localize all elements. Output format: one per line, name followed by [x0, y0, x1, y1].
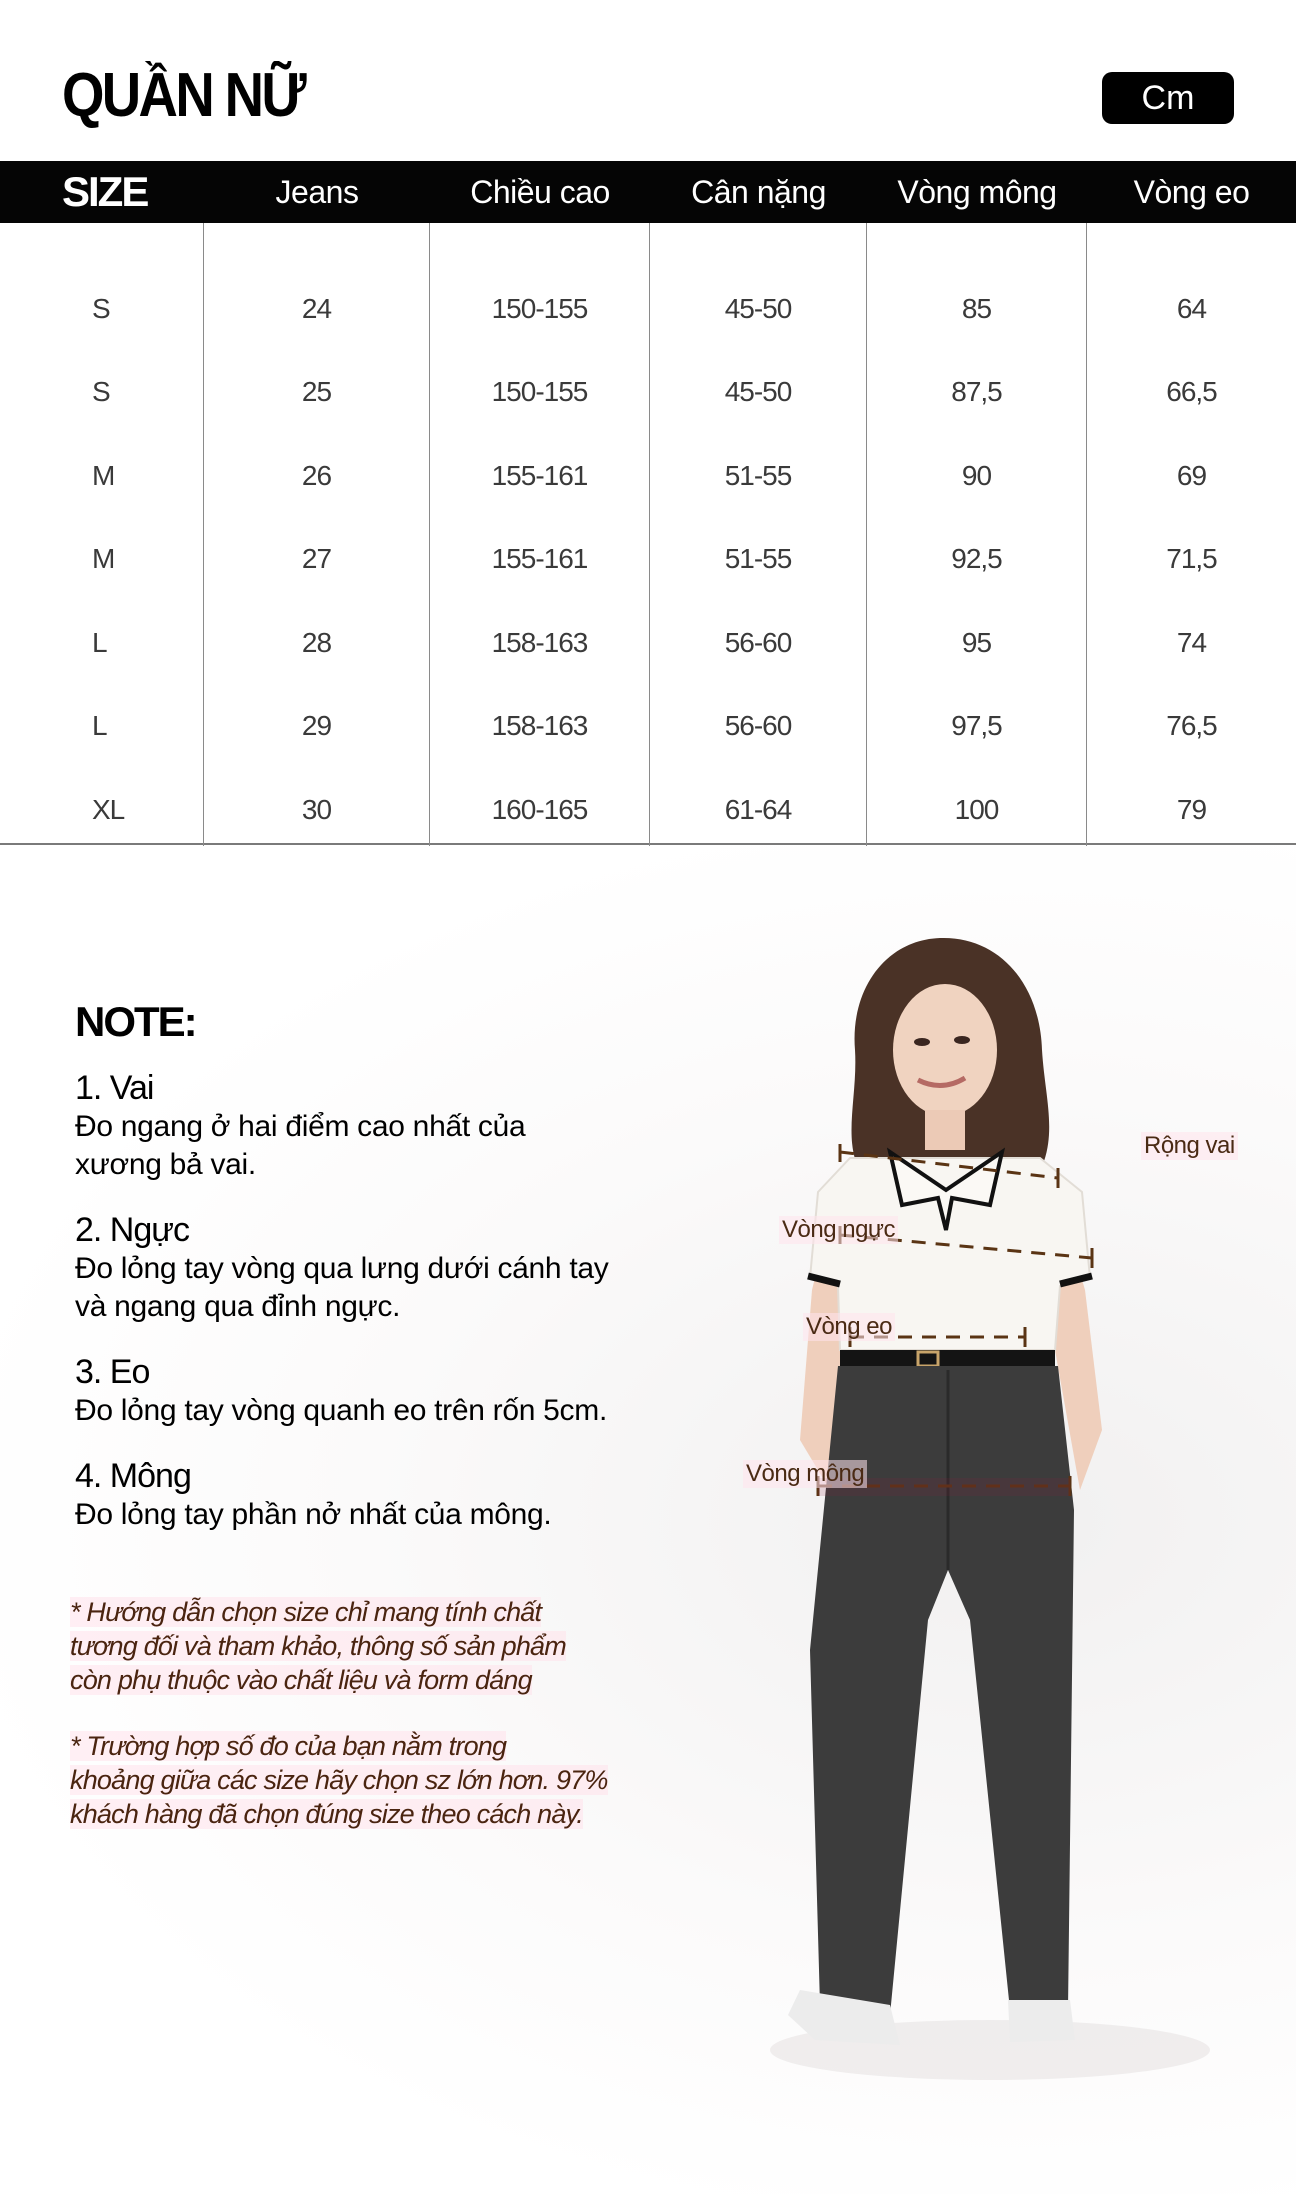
column-header-size: SIZE [62, 168, 148, 215]
table-cell: 27 [301, 543, 332, 575]
label-hip: Vòng mông [743, 1460, 867, 1488]
table-cell: 160-165 [491, 793, 588, 825]
column-hip [867, 223, 1087, 852]
table-cell: 90 [961, 459, 992, 491]
label-shoulder-width: Rộng vai [1141, 1132, 1238, 1160]
note-heading: 3. Eo [75, 1353, 150, 1391]
table-cell: 155-161 [491, 543, 588, 575]
column-weight [650, 223, 867, 852]
table-cell: 51-55 [724, 543, 792, 575]
column-header-waist: Vòng eo [1133, 173, 1250, 210]
table-cell: 95 [961, 626, 992, 658]
table-cell: 71,5 [1166, 543, 1217, 575]
size-table [0, 161, 1296, 845]
table-cell: L [92, 626, 107, 658]
note-waist [75, 1352, 715, 1430]
table-cell: 155-161 [491, 459, 588, 491]
column-header-height: Chiều cao [470, 173, 610, 210]
table-cell: 29 [301, 710, 332, 742]
model-photo [690, 930, 1210, 2120]
table-cell: L [92, 710, 107, 742]
table-cell: 158-163 [491, 710, 588, 742]
table-cell: S [92, 292, 110, 324]
table-cell: 158-163 [491, 626, 588, 658]
table-body [0, 223, 1296, 845]
table-cell: 64 [1176, 292, 1207, 324]
table-cell: 28 [301, 626, 332, 658]
notes-section [75, 998, 715, 1560]
table-cell: 85 [961, 292, 992, 324]
table-cell: 45-50 [724, 292, 792, 324]
table-cell: 92,5 [951, 543, 1002, 575]
table-cell: 150-155 [491, 292, 588, 324]
column-header-hip: Vòng mông [897, 173, 1057, 210]
table-cell: 74 [1176, 626, 1207, 658]
note-text: và ngang qua đỉnh ngực. [75, 1290, 401, 1323]
table-cell: 66,5 [1166, 376, 1217, 408]
table-cell: XL [92, 793, 125, 825]
table-cell: 61-64 [724, 793, 792, 825]
note-heading: 2. Ngực [75, 1211, 190, 1249]
notes-title: NOTE: [75, 998, 196, 1045]
table-cell: 30 [301, 793, 332, 825]
column-height [430, 223, 650, 852]
column-size [0, 223, 204, 852]
note-heading: 1. Vai [75, 1069, 154, 1107]
table-cell: 76,5 [1166, 710, 1217, 742]
table-cell: M [92, 459, 115, 491]
disclaimer-line: khoảng giữa các size hãy chọn sz lớn hơn. 97% [70, 1765, 608, 1795]
disclaimer-line: tương đối và tham khảo, thông số sản phẩm [70, 1631, 566, 1661]
note-text: xương bả vai. [75, 1148, 256, 1181]
table-cell: 100 [954, 793, 999, 825]
table-cell: 69 [1176, 459, 1207, 491]
note-hip [75, 1456, 715, 1534]
column-waist [1087, 223, 1296, 852]
table-cell: 51-55 [724, 459, 792, 491]
table-cell: 56-60 [724, 710, 792, 742]
table-cell: 56-60 [724, 626, 792, 658]
disclaimer-line: khách hàng đã chọn đúng size theo cách này. [70, 1799, 583, 1829]
table-cell: 79 [1176, 793, 1207, 825]
note-text: Đo lỏng tay vòng quanh eo trên rốn 5cm. [75, 1394, 607, 1427]
table-cell: S [92, 376, 110, 408]
table-cell: 26 [301, 459, 332, 491]
unit-cm-button[interactable]: Cm [1102, 72, 1234, 124]
column-jeans [204, 223, 430, 852]
table-header [0, 161, 1296, 223]
table-cell: 24 [301, 292, 332, 324]
table-cell: 87,5 [951, 376, 1002, 408]
disclaimer-line: còn phụ thuộc vào chất liệu và form dáng [70, 1665, 532, 1695]
note-heading: 4. Mông [75, 1457, 191, 1495]
disclaimer-between-sizes [70, 1729, 690, 1831]
disclaimer-line: * Trường hợp số đo của bạn nằm trong [70, 1731, 507, 1761]
label-waist: Vòng eo [803, 1313, 895, 1341]
note-text: Đo lỏng tay vòng qua lưng dưới cánh tay [75, 1252, 609, 1285]
label-chest: Vòng ngực [779, 1216, 898, 1244]
table-cell: M [92, 543, 115, 575]
table-cell: 45-50 [724, 376, 792, 408]
column-header-weight: Cân nặng [691, 173, 826, 210]
table-cell: 97,5 [951, 710, 1002, 742]
column-header-jeans: Jeans [275, 173, 359, 210]
table-cell: 150-155 [491, 376, 588, 408]
note-text: Đo lỏng tay phần nở nhất của mông. [75, 1498, 552, 1531]
disclaimer-line: * Hướng dẫn chọn size chỉ mang tính chất [70, 1597, 542, 1627]
table-cell: 25 [301, 376, 332, 408]
page-title: QUẦN NỮ [62, 61, 304, 130]
disclaimer-size-guide [70, 1595, 690, 1697]
note-chest [75, 1210, 715, 1326]
note-shoulder [75, 1068, 715, 1184]
note-text: Đo ngang ở hai điểm cao nhất của [75, 1110, 526, 1143]
